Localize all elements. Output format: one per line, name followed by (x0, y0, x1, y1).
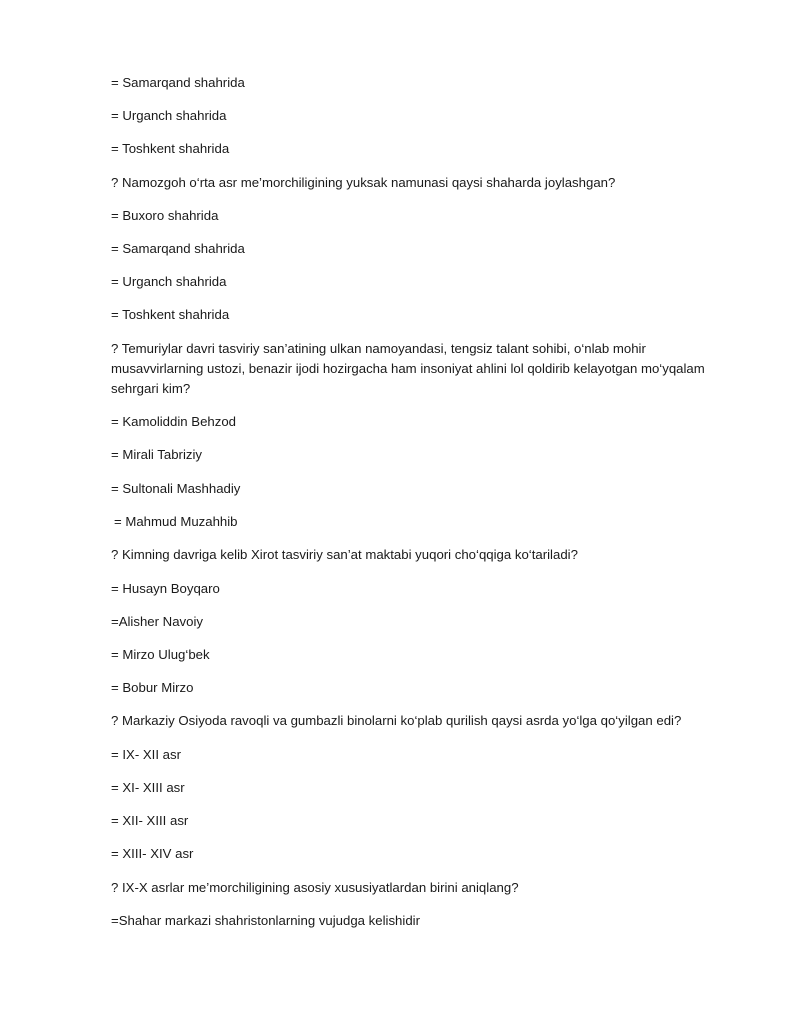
answer-option: = Mahmud Muzahhib (114, 514, 238, 529)
answer-option: = XI- XIII asr (111, 780, 185, 795)
answer-option: = Kamoliddin Behzod (111, 414, 236, 429)
answer-option: = Sultonali Mashhadiy (111, 481, 241, 496)
question-line: sehrgari kim? (111, 381, 191, 396)
answer-option: = Buxoro shahrida (111, 208, 219, 223)
question-line: musavvirlarning ustozi, benazir ijodi hozirgacha ham insoniyat ahlini lol qoldirib kelayotgan mo‘yqalam (111, 361, 705, 376)
answer-option: = IX- XII asr (111, 747, 181, 762)
answer-option: = Urganch shahrida (111, 108, 227, 123)
answer-option: = Mirzo Ulug‘bek (111, 647, 210, 662)
question-text-multiline (111, 339, 711, 399)
answer-option: = XII- XIII asr (111, 813, 189, 828)
question-text: ? Namozgoh o‘rta asr me’morchiligining yuksak namunasi qaysi shaharda joylashgan? (111, 175, 616, 190)
answer-option: = XIII- XIV asr (111, 846, 194, 861)
answer-option: =Alisher Navoiy (111, 614, 203, 629)
answer-option: = Bobur Mirzo (111, 680, 194, 695)
question-text: ? Markaziy Osiyoda ravoqli va gumbazli binolarni ko‘plab qurilish qaysi asrda yo‘lga qo‘yilgan edi? (111, 713, 682, 728)
answer-option: = Mirali Tabriziy (111, 447, 202, 462)
question-line: ? Temuriylar davri tasviriy san’atining ulkan namoyandasi, tengsiz talant sohibi, o‘nlab mohir (111, 341, 646, 356)
answer-option: = Toshkent shahrida (111, 141, 230, 156)
answer-option: = Samarqand shahrida (111, 241, 245, 256)
answer-option: = Urganch shahrida (111, 274, 227, 289)
answer-option: = Husayn Boyqaro (111, 581, 220, 596)
question-text: ? Kimning davriga kelib Xirot tasviriy san’at maktabi yuqori cho‘qqiga ko‘tariladi? (111, 547, 578, 562)
answer-option: =Shahar markazi shahristonlarning vujudga kelishidir (111, 913, 420, 928)
question-text: ? IX-X asrlar me’morchiligining asosiy xususiyatlardan birini aniqlang? (111, 880, 519, 895)
answer-option: = Toshkent shahrida (111, 307, 230, 322)
answer-option: = Samarqand shahrida (111, 75, 245, 90)
